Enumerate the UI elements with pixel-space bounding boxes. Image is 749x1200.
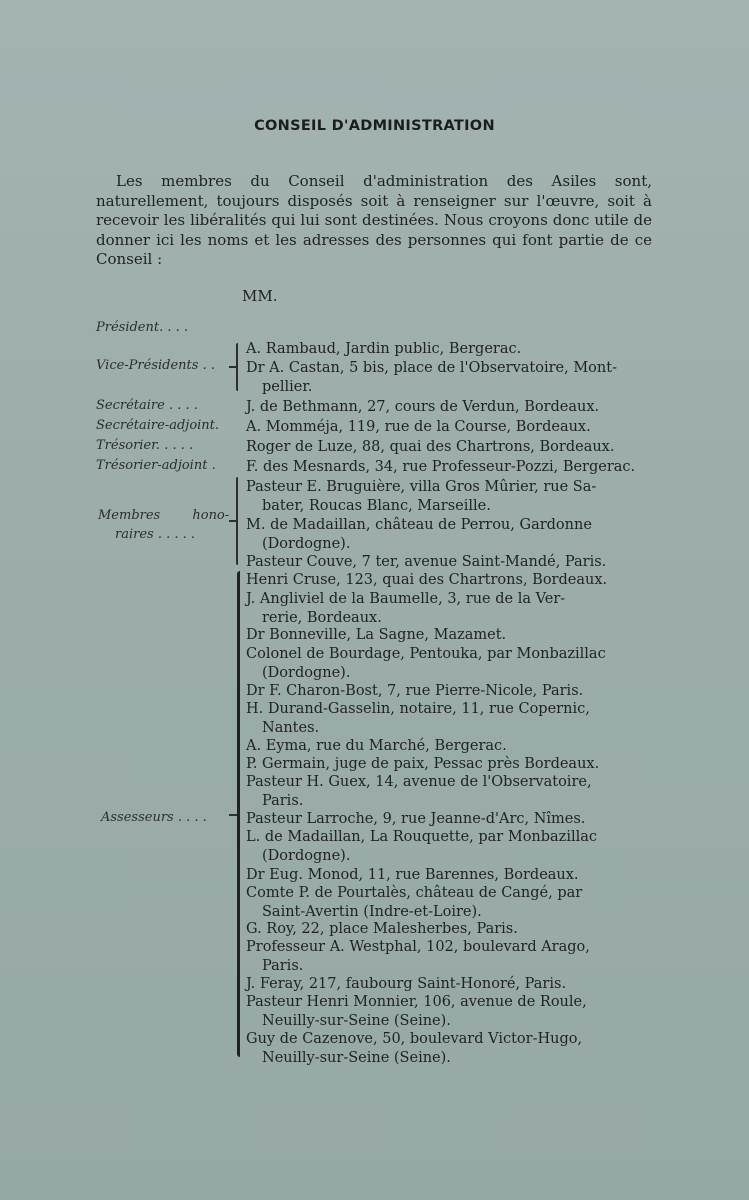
entry-line: Pasteur Couve, 7 ter, avenue Saint-Mandé, Paris. [246, 554, 607, 570]
entry-assesseur [246, 866, 656, 885]
entry-line: G. Roy, 22, place Malesherbes, Paris. [246, 921, 518, 937]
entry-line: A. Momméja, 119, rue de la Course, Bordeaux. [246, 419, 591, 435]
entry-assesseur [246, 1030, 656, 1068]
entry-line: Dr A. Castan, 5 bis, place de l'Observatoire, Mont- [246, 360, 617, 376]
role-membres-honoraires-line2: raires . . . . . [115, 527, 196, 542]
entry-president [246, 340, 656, 359]
entry-line: Henri Cruse, 123, quai des Chartrons, Bordeaux. [246, 572, 608, 588]
entry-line-continued: Neuilly-sur-Seine (Seine). [262, 1013, 451, 1029]
entry-line: A. Eyma, rue du Marché, Bergerac. [246, 738, 507, 754]
entry-membre-honoraire-2 [246, 516, 656, 554]
entry-line-continued: pellier. [262, 379, 313, 395]
entry-line: Roger de Luze, 88, quai des Chartrons, Bordeaux. [246, 439, 615, 455]
entry-line-continued: rerie, Bordeaux. [262, 610, 382, 626]
entry-assesseur [246, 938, 656, 976]
entry-line: P. Germain, juge de paix, Pessac près Bordeaux. [246, 756, 600, 772]
entry-assesseur [246, 645, 656, 683]
salutation: MM. [242, 287, 278, 305]
entry-line: H. Durand-Gasselin, notaire, 11, rue Copernic, [246, 701, 590, 717]
entry-line: Guy de Cazenove, 50, boulevard Victor-Hugo, [246, 1031, 583, 1047]
entry-line: M. de Madaillan, château de Perrou, Gardonne [246, 517, 592, 533]
entry-line: L. de Madaillan, La Rouquette, par Monbazillac [246, 829, 598, 845]
vice-presidents-brace-tip [229, 366, 237, 368]
entry-line-continued: Neuilly-sur-Seine (Seine). [262, 1050, 451, 1066]
intro-paragraph: Les membres du Conseil d'administration des Asiles sont, naturellement, toujours disposés soit à renseigner sur l'œuvre, soit à recevoir les libéralités qui lui sont destinées. Nous croyons donc utile de donner ici les noms et les adresses des personnes qui font partie de ce Conseil : [96, 172, 652, 268]
entry-line: Dr Eug. Monod, 11, rue Barennes, Bordeaux. [246, 867, 579, 883]
entry-line-continued: Nantes. [262, 720, 320, 736]
role-tresorier-adjoint: Trésorier-adjoint . [96, 458, 216, 473]
entry-line-continued: (Dordogne). [262, 848, 351, 864]
entry-assesseur [246, 590, 656, 628]
entry-assesseur [246, 828, 656, 866]
entry-line-continued: Saint-Avertin (Indre-et-Loire). [262, 904, 482, 920]
page-title: CONSEIL D'ADMINISTRATION [254, 118, 495, 134]
entry-line-continued: Paris. [262, 958, 304, 974]
entry-assesseur [246, 737, 656, 756]
entry-line: F. des Mesnards, 34, rue Professeur-Pozzi, Bergerac. [246, 459, 636, 475]
entry-line: Comte P. de Pourtalès, château de Cangé, par [246, 885, 583, 901]
entry-secretaire-adjoint [246, 418, 656, 437]
entry-line-continued: (Dordogne). [262, 665, 351, 681]
entry-assesseur [246, 571, 656, 590]
entry-assesseur [246, 755, 656, 774]
entry-assesseur [246, 993, 656, 1031]
entry-assesseur [246, 975, 656, 994]
entry-line: Pasteur H. Guex, 14, avenue de l'Observatoire, [246, 774, 592, 790]
entry-line: Pasteur Henri Monnier, 106, avenue de Roule, [246, 994, 587, 1010]
role-secretaire: Secrétaire . . . . [96, 398, 198, 413]
membres-honoraires-brace-tip [229, 520, 237, 522]
entry-line-continued: (Dordogne). [262, 536, 351, 552]
entry-assesseur [246, 700, 656, 738]
entry-assesseur [246, 682, 656, 701]
entry-line: Dr Bonneville, La Sagne, Mazamet. [246, 627, 507, 643]
entry-tresorier-adjoint [246, 458, 656, 477]
role-vice-presidents: Vice-Présidents . . [96, 358, 215, 373]
assesseurs-brace [237, 571, 240, 1057]
entry-line: J. de Bethmann, 27, cours de Verdun, Bordeaux. [246, 399, 600, 415]
entry-assesseur [246, 626, 656, 645]
entry-line: Pasteur Larroche, 9, rue Jeanne-d'Arc, Nîmes. [246, 811, 586, 827]
entry-assesseur [246, 810, 656, 829]
entry-line: J. Feray, 217, faubourg Saint-Honoré, Paris. [246, 976, 567, 992]
entry-assesseur [246, 884, 656, 922]
entry-membre-honoraire-3 [246, 553, 656, 572]
role-secretaire-adjoint: Secrétaire-adjoint. [96, 418, 220, 433]
entry-line: Dr F. Charon-Bost, 7, rue Pierre-Nicole, Paris. [246, 683, 584, 699]
entry-vice-president-1 [246, 359, 656, 397]
role-assesseurs: Assesseurs . . . . [101, 810, 207, 825]
entry-membre-honoraire-1 [246, 478, 656, 516]
entry-line: J. Angliviel de la Baumelle, 3, rue de la Ver- [246, 591, 566, 607]
entry-line: Professeur A. Westphal, 102, boulevard Arago, [246, 939, 590, 955]
entry-tresorier [246, 438, 656, 457]
entry-assesseur [246, 773, 656, 811]
entry-assesseur [246, 920, 656, 939]
entry-line: A. Rambaud, Jardin public, Bergerac. [246, 341, 522, 357]
role-tresorier: Trésorier. . . . . [96, 438, 194, 453]
role-president: Président. . . . [96, 320, 189, 335]
entry-line: Pasteur E. Bruguière, villa Gros Mûrier, rue Sa- [246, 479, 597, 495]
entry-line-continued: Paris. [262, 793, 304, 809]
assesseurs-brace-tip [229, 814, 237, 816]
role-membres-honoraires-line1: Membres hono- [98, 508, 230, 523]
entry-line: Colonel de Bourdage, Pentouka, par Monbazillac [246, 646, 606, 662]
entry-secretaire [246, 398, 656, 417]
entry-line-continued: bater, Roucas Blanc, Marseille. [262, 498, 491, 514]
